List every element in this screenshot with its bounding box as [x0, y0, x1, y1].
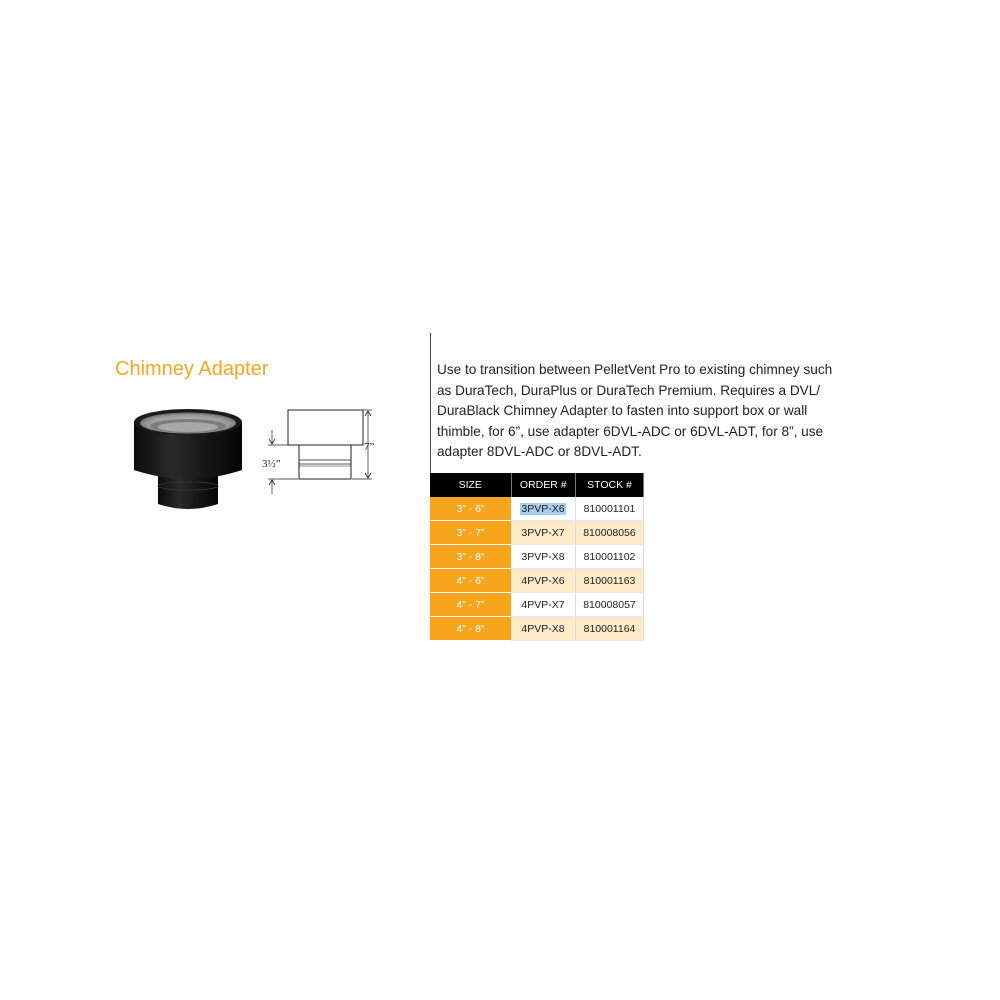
table-row	[430, 617, 644, 641]
stock-cell: 810008056	[576, 521, 644, 545]
table-row	[430, 545, 644, 569]
table-row	[430, 497, 644, 521]
order-cell: 4PVP-X7	[511, 593, 576, 617]
size-cell: 3” - 7”	[430, 521, 511, 545]
table-row	[430, 569, 644, 593]
product-title: Chimney Adapter	[115, 358, 269, 380]
order-cell	[511, 497, 576, 521]
stock-cell: 810001101	[576, 497, 644, 521]
stock-cell: 810001102	[576, 545, 644, 569]
order-cell: 4PVP-X8	[511, 617, 576, 641]
header-order: ORDER #	[511, 473, 576, 497]
description-line: as DuraTech, DuraPlus or DuraTech Premium. Requires a DVL/	[437, 382, 821, 398]
size-cell: 3” - 8”	[430, 545, 511, 569]
description-line: DuraBlack Chimney Adapter to fasten into support box or wall	[437, 403, 808, 418]
lower-height-label: 3½”	[262, 458, 281, 470]
size-cell: 4” - 7”	[430, 593, 511, 617]
header-size: SIZE	[430, 473, 511, 497]
dimension-drawing	[258, 400, 392, 500]
stock-cell: 810001164	[576, 617, 644, 641]
description-line: Use to transition between PelletVent Pro to existing chimney such	[437, 362, 833, 377]
size-cell: 4” - 8”	[430, 617, 511, 641]
selected-order-number: 3PVP-X6	[521, 502, 565, 515]
order-cell: 3PVP-X7	[511, 521, 576, 545]
size-cell: 4” - 6”	[430, 569, 511, 593]
stock-cell: 810001163	[576, 569, 644, 593]
order-cell: 3PVP-X8	[511, 545, 576, 569]
height-label: 7”	[364, 441, 375, 453]
header-stock: STOCK #	[576, 473, 644, 497]
product-description	[437, 360, 897, 463]
chimney-adapter-photo	[130, 404, 246, 512]
table-header-row	[430, 473, 644, 497]
description-line: thimble, for 6”, use adapter 6DVL-ADC or 6DVL-ADT, for 8”, use	[437, 423, 824, 439]
table-row	[430, 521, 644, 545]
order-cell: 4PVP-X6	[511, 569, 576, 593]
description-line: adapter 8DVL-ADC or 8DVL-ADT.	[437, 444, 642, 459]
table-row	[430, 593, 644, 617]
stock-cell: 810008057	[576, 593, 644, 617]
size-cell: 3” - 6”	[430, 497, 511, 521]
order-table	[430, 473, 644, 641]
